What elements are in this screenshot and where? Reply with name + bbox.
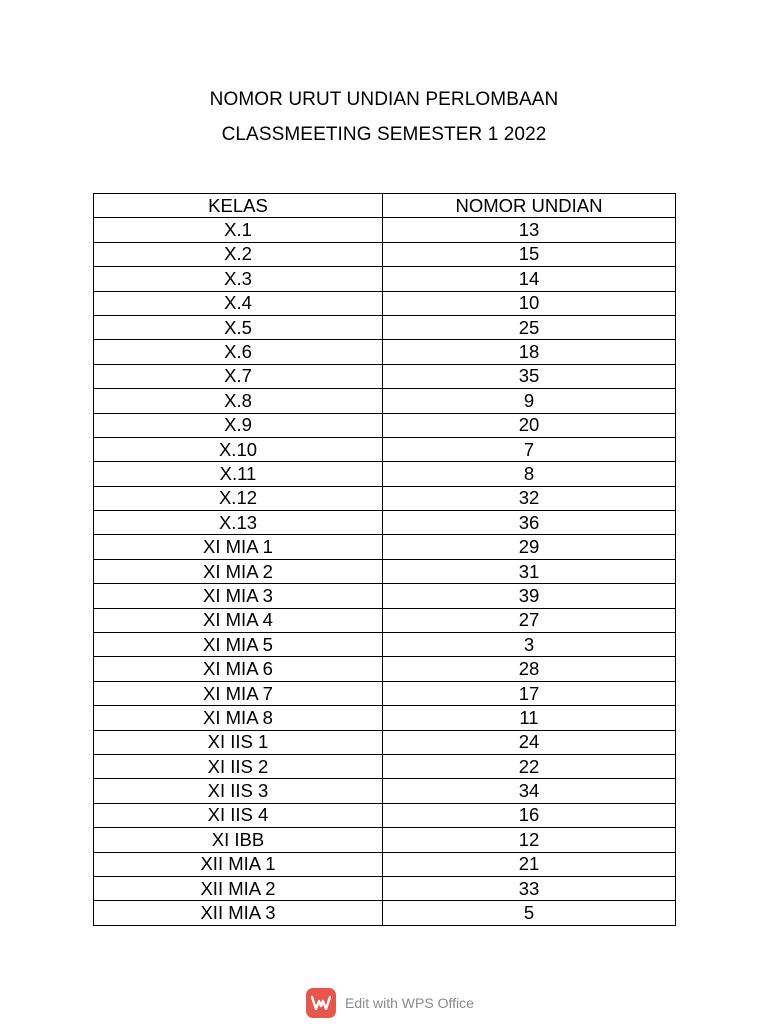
kelas-cell: XI IBB <box>94 828 383 852</box>
draw-number-table-container <box>93 193 675 926</box>
kelas-cell: X.12 <box>94 486 383 510</box>
kelas-cell: XI MIA 1 <box>94 535 383 559</box>
table-row <box>94 681 676 705</box>
column-header-kelas: KELAS <box>94 194 383 218</box>
kelas-cell: X.7 <box>94 364 383 388</box>
kelas-cell: XII MIA 2 <box>94 876 383 900</box>
kelas-cell: X.2 <box>94 242 383 266</box>
table-row <box>94 754 676 778</box>
nomor-undian-cell: 24 <box>383 730 676 754</box>
kelas-cell: XI MIA 5 <box>94 633 383 657</box>
table-row <box>94 315 676 339</box>
nomor-undian-cell: 13 <box>383 218 676 242</box>
wps-watermark-text: Edit with WPS Office <box>345 995 474 1011</box>
nomor-undian-cell: 27 <box>383 608 676 632</box>
table-row <box>94 608 676 632</box>
table-row <box>94 267 676 291</box>
document-title: NOMOR URUT UNDIAN PERLOMBAAN <box>209 89 559 110</box>
nomor-undian-cell: 7 <box>383 437 676 461</box>
nomor-undian-cell: 33 <box>383 876 676 900</box>
kelas-cell: XI MIA 8 <box>94 706 383 730</box>
kelas-cell: XI IIS 3 <box>94 779 383 803</box>
kelas-cell: XII MIA 1 <box>94 852 383 876</box>
column-header-nomor-undian: NOMOR UNDIAN <box>383 194 676 218</box>
table-body <box>94 218 676 925</box>
kelas-cell: X.5 <box>94 315 383 339</box>
table-row <box>94 486 676 510</box>
wps-logo-icon <box>306 988 336 1018</box>
nomor-undian-cell: 31 <box>383 559 676 583</box>
nomor-undian-cell: 20 <box>383 413 676 437</box>
nomor-undian-cell: 3 <box>383 633 676 657</box>
table-row <box>94 657 676 681</box>
kelas-cell: XII MIA 3 <box>94 901 383 925</box>
table-row <box>94 828 676 852</box>
nomor-undian-cell: 25 <box>383 315 676 339</box>
nomor-undian-cell: 15 <box>383 242 676 266</box>
kelas-cell: XI IIS 1 <box>94 730 383 754</box>
wps-watermark[interactable] <box>306 988 474 1018</box>
nomor-undian-cell: 5 <box>383 901 676 925</box>
kelas-cell: XI MIA 4 <box>94 608 383 632</box>
table-row <box>94 852 676 876</box>
kelas-cell: XI IIS 4 <box>94 803 383 827</box>
nomor-undian-cell: 17 <box>383 681 676 705</box>
kelas-cell: XI MIA 3 <box>94 584 383 608</box>
nomor-undian-cell: 36 <box>383 511 676 535</box>
kelas-cell: X.9 <box>94 413 383 437</box>
nomor-undian-cell: 16 <box>383 803 676 827</box>
draw-number-table <box>93 193 676 926</box>
table-row <box>94 535 676 559</box>
table-row <box>94 584 676 608</box>
table-header-row <box>94 194 676 218</box>
nomor-undian-cell: 29 <box>383 535 676 559</box>
kelas-cell: X.8 <box>94 389 383 413</box>
kelas-cell: X.10 <box>94 437 383 461</box>
table-row <box>94 730 676 754</box>
nomor-undian-cell: 28 <box>383 657 676 681</box>
table-row <box>94 437 676 461</box>
document-subtitle: CLASSMEETING SEMESTER 1 2022 <box>221 124 547 145</box>
table-row <box>94 340 676 364</box>
kelas-cell: X.4 <box>94 291 383 315</box>
kelas-cell: XI MIA 6 <box>94 657 383 681</box>
nomor-undian-cell: 11 <box>383 706 676 730</box>
kelas-cell: X.3 <box>94 267 383 291</box>
nomor-undian-cell: 18 <box>383 340 676 364</box>
table-row <box>94 413 676 437</box>
table-row <box>94 218 676 242</box>
nomor-undian-cell: 34 <box>383 779 676 803</box>
table-row <box>94 901 676 925</box>
nomor-undian-cell: 21 <box>383 852 676 876</box>
nomor-undian-cell: 39 <box>383 584 676 608</box>
table-row <box>94 779 676 803</box>
nomor-undian-cell: 32 <box>383 486 676 510</box>
nomor-undian-cell: 10 <box>383 291 676 315</box>
table-row <box>94 876 676 900</box>
table-row <box>94 511 676 535</box>
table-row <box>94 291 676 315</box>
kelas-cell: X.11 <box>94 462 383 486</box>
kelas-cell: XI MIA 7 <box>94 681 383 705</box>
nomor-undian-cell: 14 <box>383 267 676 291</box>
table-row <box>94 389 676 413</box>
table-row <box>94 462 676 486</box>
kelas-cell: XI MIA 2 <box>94 559 383 583</box>
kelas-cell: XI IIS 2 <box>94 754 383 778</box>
table-row <box>94 706 676 730</box>
kelas-cell: X.6 <box>94 340 383 364</box>
nomor-undian-cell: 35 <box>383 364 676 388</box>
table-row <box>94 803 676 827</box>
nomor-undian-cell: 12 <box>383 828 676 852</box>
table-row <box>94 633 676 657</box>
table-row <box>94 242 676 266</box>
kelas-cell: X.1 <box>94 218 383 242</box>
nomor-undian-cell: 8 <box>383 462 676 486</box>
table-row <box>94 559 676 583</box>
kelas-cell: X.13 <box>94 511 383 535</box>
nomor-undian-cell: 9 <box>383 389 676 413</box>
table-row <box>94 364 676 388</box>
nomor-undian-cell: 22 <box>383 754 676 778</box>
